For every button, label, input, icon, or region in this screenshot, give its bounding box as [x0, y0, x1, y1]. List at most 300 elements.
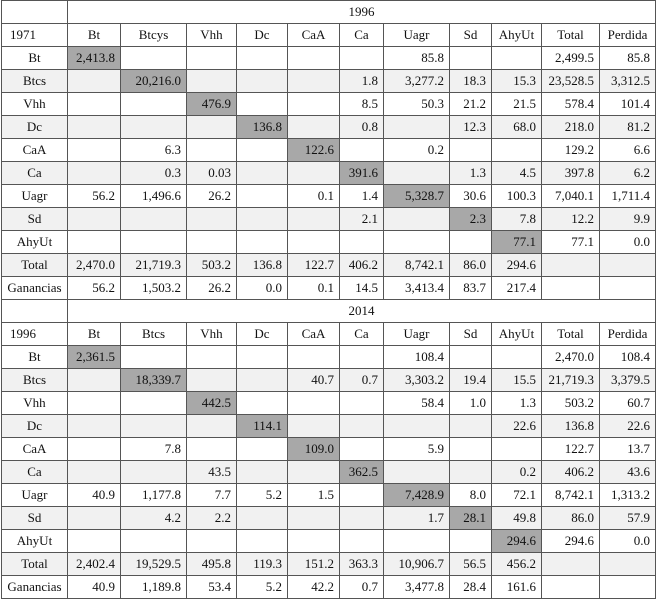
table-cell [340, 415, 384, 438]
table-cell [340, 392, 384, 415]
table-cell: 0.7 [340, 369, 384, 392]
column-header-total: Total [542, 24, 600, 47]
column-header-dc: Dc [237, 24, 288, 47]
table-cell: 136.8 [237, 254, 288, 277]
table-cell: 2,470.0 [542, 346, 600, 369]
table-cell: 2.2 [187, 507, 237, 530]
table-cell: 8,742.1 [384, 254, 450, 277]
table-cell [187, 116, 237, 139]
table-cell [187, 139, 237, 162]
table-cell: 13.7 [600, 438, 656, 461]
table-cell: 12.2 [542, 208, 600, 231]
table-cell: 2,470.0 [68, 254, 121, 277]
table-row [2, 254, 656, 277]
table-cell: 294.6 [542, 530, 600, 553]
column-header-dc: Dc [237, 323, 288, 346]
table-cell: 1.7 [384, 507, 450, 530]
table-cell: 406.2 [542, 461, 600, 484]
column-header-sd: Sd [450, 323, 492, 346]
row-header-ca: Ca [2, 461, 68, 484]
table-cell: 0.0 [600, 231, 656, 254]
table-cell: 6.3 [121, 139, 187, 162]
table-cell [288, 392, 340, 415]
table-cell: 85.8 [384, 47, 450, 70]
table-cell: 15.5 [492, 369, 542, 392]
column-header-btcys: Btcys [121, 24, 187, 47]
row-header-sd: Sd [2, 507, 68, 530]
diagonal-cell: 109.0 [288, 438, 340, 461]
table-row [2, 553, 656, 576]
column-header-bt: Bt [68, 323, 121, 346]
table-cell [237, 162, 288, 185]
table-cell [450, 530, 492, 553]
diagonal-cell: 442.5 [187, 392, 237, 415]
table-cell: 578.4 [542, 93, 600, 116]
table-cell: 363.3 [340, 553, 384, 576]
table-cell [288, 70, 340, 93]
table-cell: 56.2 [68, 185, 121, 208]
table-cell: 3,379.5 [600, 369, 656, 392]
table-cell: 0.3 [121, 162, 187, 185]
table-cell [288, 461, 340, 484]
panel-corner-blank [2, 1, 68, 24]
table-cell [187, 47, 237, 70]
table-cell [68, 139, 121, 162]
table-cell [600, 576, 656, 599]
column-header-ahyut: AhyUt [492, 323, 542, 346]
table-cell: 3,277.2 [384, 70, 450, 93]
column-header-uagr: Uagr [384, 24, 450, 47]
table-cell [384, 231, 450, 254]
table-cell: 217.4 [492, 277, 542, 300]
row-header-ganancias: Ganancias [2, 277, 68, 300]
row-header-bt: Bt [2, 47, 68, 70]
table-cell [450, 231, 492, 254]
table-cell: 1,189.8 [121, 576, 187, 599]
table-cell: 57.9 [600, 507, 656, 530]
table-cell: 0.0 [600, 530, 656, 553]
table-cell: 43.5 [187, 461, 237, 484]
table-cell: 40.9 [68, 484, 121, 507]
table-cell [600, 254, 656, 277]
table-cell [121, 231, 187, 254]
table-cell: 122.7 [288, 254, 340, 277]
diagonal-cell: 28.1 [450, 507, 492, 530]
table-cell: 456.2 [492, 553, 542, 576]
table-row [2, 438, 656, 461]
table-cell [237, 438, 288, 461]
table-cell: 0.8 [340, 116, 384, 139]
table-cell: 22.6 [600, 415, 656, 438]
row-header-sd: Sd [2, 208, 68, 231]
table-cell: 19.4 [450, 369, 492, 392]
diagonal-cell: 18,339.7 [121, 369, 187, 392]
table-cell [121, 346, 187, 369]
row-header-ahyut: AhyUt [2, 530, 68, 553]
table-row [2, 185, 656, 208]
table-cell [288, 346, 340, 369]
table-cell: 2.1 [340, 208, 384, 231]
table-cell [492, 47, 542, 70]
diagonal-cell: 5,328.7 [384, 185, 450, 208]
table-cell [340, 507, 384, 530]
table-cell [340, 139, 384, 162]
row-header-bt: Bt [2, 346, 68, 369]
table-cell [237, 93, 288, 116]
column-header-row [2, 323, 656, 346]
table-cell [450, 346, 492, 369]
table-cell: 21,719.3 [542, 369, 600, 392]
table-cell [237, 70, 288, 93]
table-cell: 3,477.8 [384, 576, 450, 599]
table-cell: 151.2 [288, 553, 340, 576]
table-cell: 1.3 [492, 392, 542, 415]
table-cell: 100.3 [492, 185, 542, 208]
table-cell: 122.7 [542, 438, 600, 461]
table-cell [237, 185, 288, 208]
table-cell: 6.6 [600, 139, 656, 162]
table-cell: 7.8 [492, 208, 542, 231]
table-cell [237, 346, 288, 369]
table-cell: 0.0 [237, 277, 288, 300]
table-cell [288, 162, 340, 185]
table-cell [542, 576, 600, 599]
table-cell [187, 438, 237, 461]
table-row [2, 70, 656, 93]
table-cell: 1,313.2 [600, 484, 656, 507]
table-cell: 83.7 [450, 277, 492, 300]
table-cell [68, 438, 121, 461]
table-cell: 68.0 [492, 116, 542, 139]
table-cell [121, 415, 187, 438]
table-row [2, 116, 656, 139]
column-header-ahyut: AhyUt [492, 24, 542, 47]
table-row [2, 530, 656, 553]
row-header-caa: CaA [2, 438, 68, 461]
table-cell [288, 231, 340, 254]
table-cell: 101.4 [600, 93, 656, 116]
table-cell: 43.6 [600, 461, 656, 484]
table-cell: 49.8 [492, 507, 542, 530]
table-cell [542, 254, 600, 277]
table-row [2, 231, 656, 254]
diagonal-cell: 294.6 [492, 530, 542, 553]
table-cell: 21.5 [492, 93, 542, 116]
table-cell: 14.5 [340, 277, 384, 300]
table-row [2, 484, 656, 507]
table-cell [187, 208, 237, 231]
row-header-uagr: Uagr [2, 185, 68, 208]
table-row [2, 47, 656, 70]
table-cell [288, 415, 340, 438]
table-cell [237, 507, 288, 530]
diagonal-cell: 7,428.9 [384, 484, 450, 507]
table-cell: 26.2 [187, 185, 237, 208]
table-cell: 1.4 [340, 185, 384, 208]
table-cell: 9.9 [600, 208, 656, 231]
column-header-perdida: Perdida [600, 323, 656, 346]
row-header-ganancias: Ganancias [2, 576, 68, 599]
table-cell [121, 47, 187, 70]
table-cell: 1.0 [450, 392, 492, 415]
table-cell: 50.3 [384, 93, 450, 116]
table-cell: 161.6 [492, 576, 542, 599]
table-cell [288, 47, 340, 70]
table-cell [68, 530, 121, 553]
table-cell: 56.2 [68, 277, 121, 300]
diagonal-cell: 114.1 [237, 415, 288, 438]
table-cell [340, 484, 384, 507]
table-cell [450, 47, 492, 70]
table-cell [288, 507, 340, 530]
table-cell [384, 116, 450, 139]
table-cell [288, 530, 340, 553]
column-header-btcs: Btcs [121, 323, 187, 346]
table-cell [68, 231, 121, 254]
table-cell [340, 47, 384, 70]
table-cell: 85.8 [600, 47, 656, 70]
table-cell: 119.3 [237, 553, 288, 576]
table-cell: 22.6 [492, 415, 542, 438]
table-cell: 58.4 [384, 392, 450, 415]
table-cell [237, 231, 288, 254]
table-cell: 1.3 [450, 162, 492, 185]
table-cell [237, 392, 288, 415]
row-header-vhh: Vhh [2, 93, 68, 116]
panel-year-heading: 2014 [68, 300, 656, 323]
column-header-ca: Ca [340, 323, 384, 346]
table-cell: 1.8 [340, 70, 384, 93]
table-cell: 1,496.6 [121, 185, 187, 208]
table-cell: 86.0 [450, 254, 492, 277]
table-cell [600, 277, 656, 300]
table-row [2, 162, 656, 185]
table-cell: 4.2 [121, 507, 187, 530]
table-cell [187, 415, 237, 438]
table-cell: 136.8 [542, 415, 600, 438]
table-cell [384, 208, 450, 231]
table-cell [68, 208, 121, 231]
table-row [2, 277, 656, 300]
table-row [2, 93, 656, 116]
table-cell [68, 70, 121, 93]
table-cell: 56.5 [450, 553, 492, 576]
column-header-bt: Bt [68, 24, 121, 47]
table-cell: 40.9 [68, 576, 121, 599]
table-cell: 397.8 [542, 162, 600, 185]
column-header-sd: Sd [450, 24, 492, 47]
panel-base-year: 1996 [2, 323, 68, 346]
column-header-vhh: Vhh [187, 24, 237, 47]
land-cover-transition-table [1, 0, 656, 599]
table-cell [340, 438, 384, 461]
table-cell: 503.2 [187, 254, 237, 277]
table-cell [68, 369, 121, 392]
table-cell: 7.8 [121, 438, 187, 461]
table-cell [542, 553, 600, 576]
table-cell [68, 162, 121, 185]
table-cell: 7.7 [187, 484, 237, 507]
table-cell [384, 162, 450, 185]
row-header-ahyut: AhyUt [2, 231, 68, 254]
table-cell: 3,312.5 [600, 70, 656, 93]
table-cell: 1,177.8 [121, 484, 187, 507]
table-cell: 60.7 [600, 392, 656, 415]
table-cell [187, 346, 237, 369]
diagonal-cell: 122.6 [288, 139, 340, 162]
table-cell: 21.2 [450, 93, 492, 116]
table-cell: 5.9 [384, 438, 450, 461]
table-cell [121, 392, 187, 415]
table-cell: 0.1 [288, 185, 340, 208]
table-cell: 7,040.1 [542, 185, 600, 208]
table-cell [542, 277, 600, 300]
table-cell: 10,906.7 [384, 553, 450, 576]
panel-year-row [2, 1, 656, 24]
column-header-vhh: Vhh [187, 323, 237, 346]
table-cell: 495.8 [187, 553, 237, 576]
table-cell: 28.4 [450, 576, 492, 599]
table-cell: 53.4 [187, 576, 237, 599]
table-cell: 21,719.3 [121, 254, 187, 277]
table-cell: 503.2 [542, 392, 600, 415]
row-header-total: Total [2, 553, 68, 576]
table-cell [121, 93, 187, 116]
table-cell: 3,303.2 [384, 369, 450, 392]
table-cell [384, 415, 450, 438]
column-header-row [2, 24, 656, 47]
table-cell: 4.5 [492, 162, 542, 185]
table-cell: 8.5 [340, 93, 384, 116]
diagonal-cell: 391.6 [340, 162, 384, 185]
diagonal-cell: 2,413.8 [68, 47, 121, 70]
table-cell [121, 461, 187, 484]
table-cell: 2,402.4 [68, 553, 121, 576]
table-cell [237, 461, 288, 484]
transition-matrix-document [1, 0, 651, 599]
diagonal-cell: 476.9 [187, 93, 237, 116]
table-cell: 1,503.2 [121, 277, 187, 300]
column-header-total: Total [542, 323, 600, 346]
table-cell: 1,711.4 [600, 185, 656, 208]
table-row [2, 507, 656, 530]
column-header-caa: CaA [288, 24, 340, 47]
table-row [2, 369, 656, 392]
table-cell [237, 369, 288, 392]
table-cell [340, 530, 384, 553]
diagonal-cell: 2,361.5 [68, 346, 121, 369]
table-row [2, 208, 656, 231]
table-cell [288, 208, 340, 231]
table-cell: 77.1 [542, 231, 600, 254]
table-cell: 129.2 [542, 139, 600, 162]
panel-year-heading: 1996 [68, 1, 656, 24]
table-cell: 5.2 [237, 484, 288, 507]
panel-base-year: 1971 [2, 24, 68, 47]
table-cell: 40.7 [288, 369, 340, 392]
table-row [2, 461, 656, 484]
diagonal-cell: 77.1 [492, 231, 542, 254]
table-cell: 0.2 [384, 139, 450, 162]
table-cell [237, 47, 288, 70]
column-header-ca: Ca [340, 24, 384, 47]
table-cell: 406.2 [340, 254, 384, 277]
table-cell: 86.0 [542, 507, 600, 530]
table-cell: 0.1 [288, 277, 340, 300]
table-cell: 108.4 [384, 346, 450, 369]
table-cell [450, 415, 492, 438]
table-cell: 26.2 [187, 277, 237, 300]
table-cell [450, 461, 492, 484]
table-cell [492, 139, 542, 162]
table-cell [187, 70, 237, 93]
row-header-btcs: Btcs [2, 70, 68, 93]
table-cell: 30.6 [450, 185, 492, 208]
panel-corner-blank [2, 300, 68, 323]
row-header-dc: Dc [2, 116, 68, 139]
table-cell [68, 507, 121, 530]
table-cell: 18.3 [450, 70, 492, 93]
table-cell [187, 231, 237, 254]
table-cell [68, 116, 121, 139]
table-cell: 0.7 [340, 576, 384, 599]
table-cell: 218.0 [542, 116, 600, 139]
table-cell [450, 438, 492, 461]
table-cell: 8,742.1 [542, 484, 600, 507]
diagonal-cell: 2.3 [450, 208, 492, 231]
table-cell [68, 392, 121, 415]
panel-year-row [2, 300, 656, 323]
column-header-caa: CaA [288, 323, 340, 346]
table-cell: 81.2 [600, 116, 656, 139]
table-cell: 294.6 [492, 254, 542, 277]
row-header-total: Total [2, 254, 68, 277]
table-cell: 72.1 [492, 484, 542, 507]
table-cell: 5.2 [237, 576, 288, 599]
table-cell [237, 208, 288, 231]
diagonal-cell: 20,216.0 [121, 70, 187, 93]
table-cell [600, 553, 656, 576]
table-cell: 2,499.5 [542, 47, 600, 70]
table-row [2, 346, 656, 369]
table-cell [384, 461, 450, 484]
table-cell [121, 116, 187, 139]
table-cell [492, 438, 542, 461]
table-row [2, 576, 656, 599]
diagonal-cell: 362.5 [340, 461, 384, 484]
table-cell [492, 346, 542, 369]
row-header-btcs: Btcs [2, 369, 68, 392]
table-row [2, 392, 656, 415]
table-cell [68, 93, 121, 116]
table-cell [450, 139, 492, 162]
table-cell [121, 208, 187, 231]
table-cell [68, 415, 121, 438]
table-cell [384, 530, 450, 553]
table-cell [237, 139, 288, 162]
table-cell [237, 530, 288, 553]
row-header-vhh: Vhh [2, 392, 68, 415]
table-cell: 8.0 [450, 484, 492, 507]
table-cell: 108.4 [600, 346, 656, 369]
table-row [2, 415, 656, 438]
table-cell [68, 461, 121, 484]
table-cell: 12.3 [450, 116, 492, 139]
table-cell [187, 530, 237, 553]
table-cell: 15.3 [492, 70, 542, 93]
table-cell [340, 346, 384, 369]
row-header-ca: Ca [2, 162, 68, 185]
